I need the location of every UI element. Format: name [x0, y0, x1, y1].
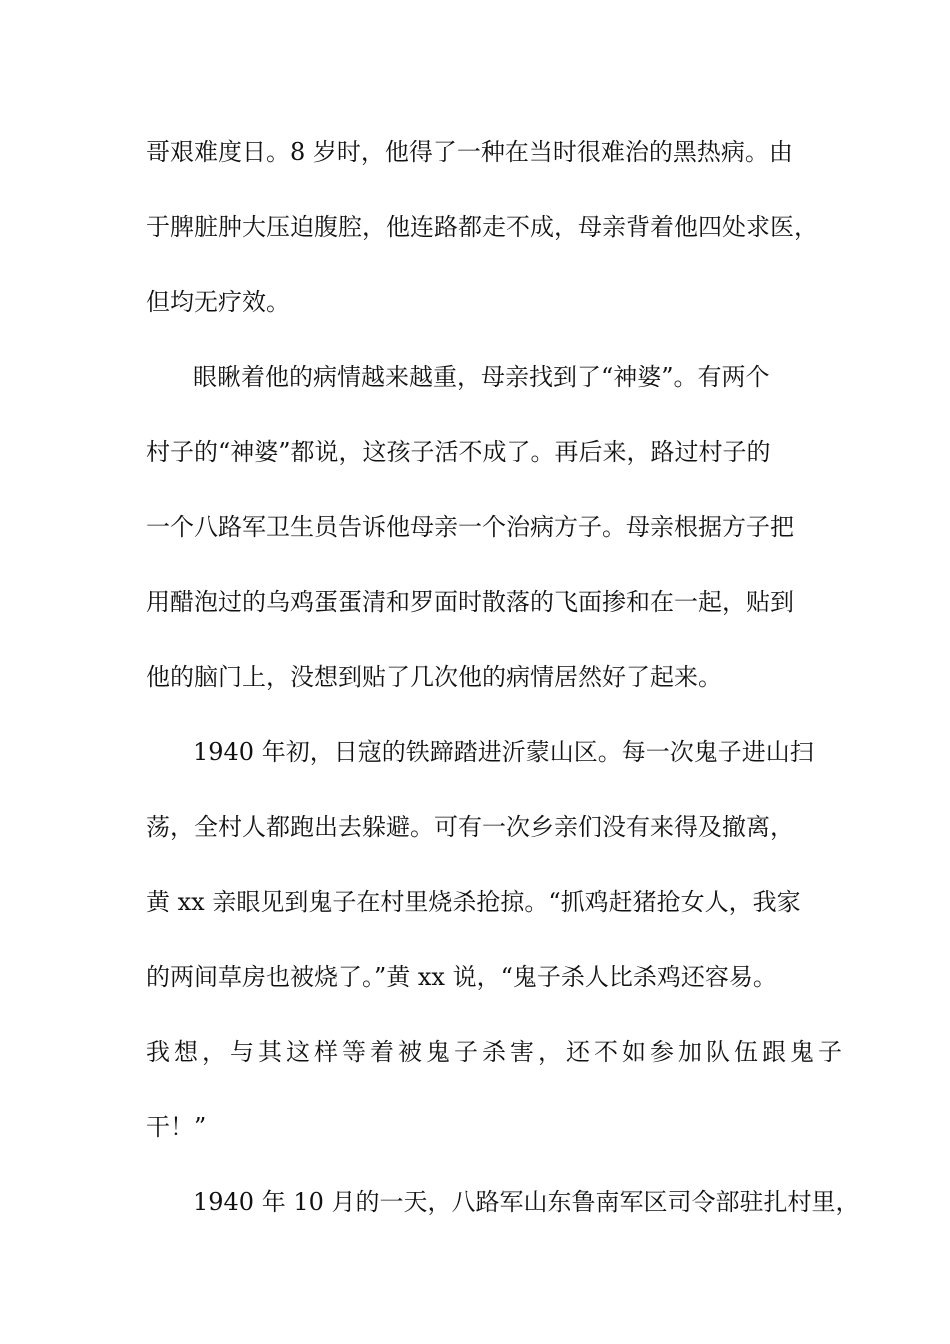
- text-line: 我想，与其这样等着被鬼子杀害，还不如参加队伍跟鬼子: [146, 1038, 846, 1066]
- text-line: 但均无疗效。: [146, 288, 290, 316]
- text-line: 黄 xx 亲眼见到鬼子在村里烧杀抢掠。“抓鸡赶猪抢女人，我家: [146, 888, 801, 916]
- text-line: 于脾脏肿大压迫腹腔，他连路都走不成，母亲背着他四处求医，: [146, 213, 818, 241]
- text-line: 的两间草房也被烧了。”黄 xx 说，“鬼子杀人比杀鸡还容易。: [146, 963, 777, 991]
- text-line: 他的脑门上，没想到贴了几次他的病情居然好了起来。: [146, 663, 722, 691]
- paragraph-first-line: 1940 年 10 月的一天，八路军山东鲁南军区司令部驻扎村里，: [193, 1188, 860, 1216]
- paragraph-first-line: 眼瞅着他的病情越来越重，母亲找到了“神婆”。有两个: [193, 363, 770, 391]
- text-line: 干！”: [146, 1113, 207, 1141]
- text-line: 哥艰难度日。8 岁时，他得了一种在当时很难治的黑热病。由: [146, 138, 793, 166]
- text-line: 用醋泡过的乌鸡蛋蛋清和罗面时散落的飞面掺和在一起，贴到: [146, 588, 794, 616]
- paragraph-first-line: 1940 年初，日寇的铁蹄踏进沂蒙山区。每一次鬼子进山扫: [193, 738, 814, 766]
- text-line: 村子的“神婆”都说，这孩子活不成了。再后来，路过村子的: [146, 438, 771, 466]
- text-line: 一个八路军卫生员告诉他母亲一个治病方子。母亲根据方子把: [146, 513, 794, 541]
- text-line: 荡，全村人都跑出去躲避。可有一次乡亲们没有来得及撤离，: [146, 813, 794, 841]
